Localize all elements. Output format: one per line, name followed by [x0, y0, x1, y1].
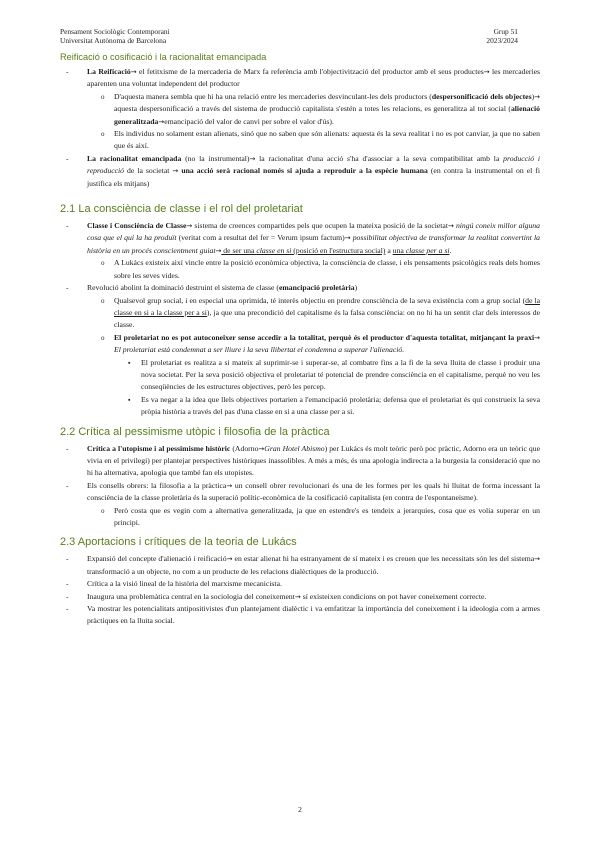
header-left: [60, 27, 170, 45]
sub-sub-list: [114, 357, 540, 419]
arrow-icon: →: [226, 555, 233, 564]
list-item: - Expansió del concepte d'alienació i reificació→ en estar alienat hi ha estranyament de sí mateix i es creuen que les necessitats són les del sistema→ transformació a un objecte, no com a un producte de les relacions dialèctiques de la producció.: [60, 553, 540, 578]
sub-list: [87, 257, 540, 282]
list-item: - Inaugura una problemàtica central en la sociologia del coneixement→ sí existeixen condicions on pot haver coneixement correcte.: [60, 591, 540, 603]
arrow-icon: →: [172, 167, 179, 176]
list-item: - Va mostrar les potencialitats antipositivistes d'un plantejament dialèctic i va emfatitzar la importància del coneixement i la ideologia com a armes pràctiques en la lluita social.: [60, 603, 540, 628]
list-item: - Classe i Consciència de Classe→ sistema de creences compartides pels que ocupen la mateixa posició de la societat→ ningú coneix millor alguna cosa que el qui la ha produït (veritat com a resultat del fer = Verum ipsum factum)→ possibilitat objectiva de transformar la realitat convertint la història en un procés conscientment guiat→ de ser una classe en si (posició en l'estructura social) a una classe per a si. o A Lukács existeix així vincle entre la posició econòmica objectiva, la consciència de classe, i els pensaments psicològics reals dels homes sobre les seves vides.: [60, 220, 540, 282]
section-title-critica: 2.2 Crítica al pessimisme utòpic i filosofia de la pràctica: [60, 425, 330, 438]
list-item: o A Lukács existeix així vincle entre la posició econòmica objectiva, la consciència de classe, i els pensaments psicològics reals dels homes sobre les seves vides.: [87, 257, 540, 282]
list-item: o Qualsevol grup social, i en especial una oprimida, té interès objectiu en prendre consciència de la seva existència com a grup social (de la classe en si a la classe per a si), ja que una precondició del capitalisme és la falsa consciència: on no hi ha un sentit clar dels interessos de classe.: [87, 295, 540, 332]
bullet-list: [60, 443, 540, 530]
sub-list: [87, 295, 540, 419]
list-item: o Els individus no solament estan alienats, sinó que no saben que són alienats: aquesta és la seva realitat i no es pot canviar, ja que no saben que és així.: [87, 128, 540, 153]
list-item: ▪ El proletariat es realitza a si mateix al suprimir-se i superar-se, al combatre fins a la fi de la seva lluita de classe i produir una nova societat. Per la seva posició objectiva el proletariat té potencial de prendre consciència en el capitalisme, perquè no veu les conseqüències de les estructures objectives, però les percep.: [114, 357, 540, 394]
arrow-icon: →: [130, 68, 137, 76]
list-item: - Crítica a l'utopisme i al pessimisme històric (Adorno→Gran Hotel Abismo) per Lukács és molt teòric però poc pràctic, Adorno era un teòric que vivia en el privilegi) per plantejar perspectives històriques inassolibles. A més a més, és una apologia indirecta a la burgesia la consideració que no hi ha alternativa, apologia que també fan els utopistes.: [60, 443, 540, 480]
section-title-aportacions: 2.3 Aportacions i crítiques de la teoria de Lukács: [60, 536, 297, 549]
section-title-consciencia: 2.1 La consciència de classe i el rol del proletariat: [60, 203, 303, 216]
group-label: Grup 51: [493, 27, 518, 36]
list-item: o El proletariat no es pot autoconeixer sense accedir a la totalitat, perquè és el productor d'aquesta totalitat, mitjançant la praxi→ El proletariat està condemnat a ser lliure i la seva llibertat el condemna a superar l'alienació. ▪ El proletariat es realitza a si mateix al suprimir-se i superar-se, al combatre fins a la fi de la seva lluita de classe i produir una nova societat. Per la seva posició objectiva el proletariat té potencial de prendre consciència en el capitalisme, perquè no veu les conseqüències de les estructures objectives, però les percep. ▪ Es va negar a la idea que llels objectives portarien a l'emancipació proletària; defensa que el proletariat és qui construeix la seva pròpia història a través del pas d'una classe en si a una classe per a si.: [87, 332, 540, 419]
sub-list: [87, 91, 540, 153]
academic-year: 2023/2024: [486, 36, 518, 45]
arrow-icon: →: [294, 592, 301, 601]
list-item: o Però costa que es vegin com a alternativa generalitzada, ja que en estendre's es tendeix a jerarquies, cosa que es volia superar en un principi.: [87, 505, 540, 530]
section-title-reificacio: Reificació o cosificació i la racionalitat emancipada: [60, 52, 267, 62]
arrow-icon: →: [249, 154, 256, 163]
university-name: Universitat Autònoma de Barcelona: [60, 36, 167, 45]
arrow-icon: →: [534, 333, 540, 342]
bullet-list: [60, 66, 540, 190]
arrow-icon: →: [215, 246, 222, 255]
list-item: - La racionalitat emancipada (no la instrumental)→ la racionalitat d'una acció s'ha d'associar a la seva compatibilitat amb la producció i reproducció de la societat → una acció serà racional només si ajuda a reproduir a la espècie humana (en contra la instrumental on el fi justifica els mitjans): [60, 153, 540, 190]
arrow-icon: →: [258, 444, 265, 453]
page-number: 2: [298, 805, 302, 814]
course-title: Pensament Sociològic Contemporani: [60, 27, 170, 36]
page-content: [60, 52, 540, 628]
header-right: [486, 27, 518, 45]
arrow-icon: →: [447, 222, 454, 231]
arrow-icon: →: [483, 68, 490, 76]
arrow-icon: →: [534, 555, 540, 564]
arrow-icon: →: [534, 92, 540, 101]
arrow-icon: →: [186, 222, 193, 231]
list-item: o D'aquesta manera sembla que hi ha una relació entre les mercaderies desvinculant-les dels productors (despersonificació dels objectes)→ aquesta despersonificació a través del sistema de producció capitalista s'estén a totes les relacions, es generalitza al tot social (alienació generalitzada→emancipació del valor de canvi per sobre el valor d'ús).: [87, 91, 540, 128]
list-item: ▪ Es va negar a la idea que llels objectives portarien a l'emancipació proletària; defensa que el proletariat és qui construeix la seva pròpia història a través del pas d'una classe en si a una classe per a si.: [114, 394, 540, 419]
arrow-icon: →: [226, 481, 233, 490]
arrow-icon: →: [158, 117, 165, 126]
arrow-icon: →: [344, 234, 351, 243]
bullet-list: [60, 553, 540, 627]
list-item: - La Reificació→ el fetitxisme de la mercaderia de Marx fa referència amb l'objectivització del productor amb el seus productes→ les mercaderies aparenten una voluntat independent del productor o D'aquesta manera sembla que hi ha una relació entre les mercaderies desvinculant-les dels productors (despersonificació dels objectes)→ aquesta despersonificació a través del sistema de producció capitalista s'estén a totes les relacions, es generalitza al tot social (alienació generalitzada→emancipació del valor de canvi per sobre el valor d'ús). o Els individus no solament estan alienats, sinó que no saben que són alienats: aquesta és la seva realitat i no es pot canviar, ja que no saben que és així.: [60, 66, 540, 153]
bullet-list: [60, 220, 540, 419]
list-item: - Crítica a la visió lineal de la història del marxisme mecanicista.: [60, 578, 540, 590]
sub-list: [87, 505, 540, 530]
list-item: - Els consells obrers: la filosofia a la pràctica→ un consell obrer revolucionari és una de les formes per les quals hi lluitat de forma incessant la consciència de la classe proletària és la superació polític-econòmica de la cosificació capitalista (en contra de l'espontaneisme). o Però costa que es vegin com a alternativa generalitzada, ja que en estendre's es tendeix a jerarquies, cosa que es volia superar en un principi.: [60, 480, 540, 530]
list-item: - Revolució abolint la dominació destruint el sistema de classe (emancipació proletària) o Qualsevol grup social, i en especial una oprimida, té interès objectiu en prendre consciència de la seva existència com a grup social (de la classe en si a la classe per a si), ja que una precondició del capitalisme és la falsa consciència: on no hi ha un sentit clar dels interessos de classe. o El proletariat no es pot autoconeixer sense accedir a la totalitat, perquè és el productor d'aquesta totalitat, mitjançant la praxi→ El proletariat està condemnat a ser lliure i la seva llibertat el condemna a superar l'alienació. ▪ El proletariat es realitza a si mateix al suprimir-se i superar-se, al combatre fins a la fi de la seva lluita de classe i produir una nova societat. Per la seva posició objectiva el proletariat té potencial de prendre consciència en el capitalisme, perquè no veu les conseqüències de les estructures objectives, però les percep. ▪ Es va negar a la idea que llels objectives portarien a l'emancipació proletària; defensa que el proletariat és qui construeix la seva pròpia història a través del pas d'una classe en si a una classe per a si.: [60, 282, 540, 418]
